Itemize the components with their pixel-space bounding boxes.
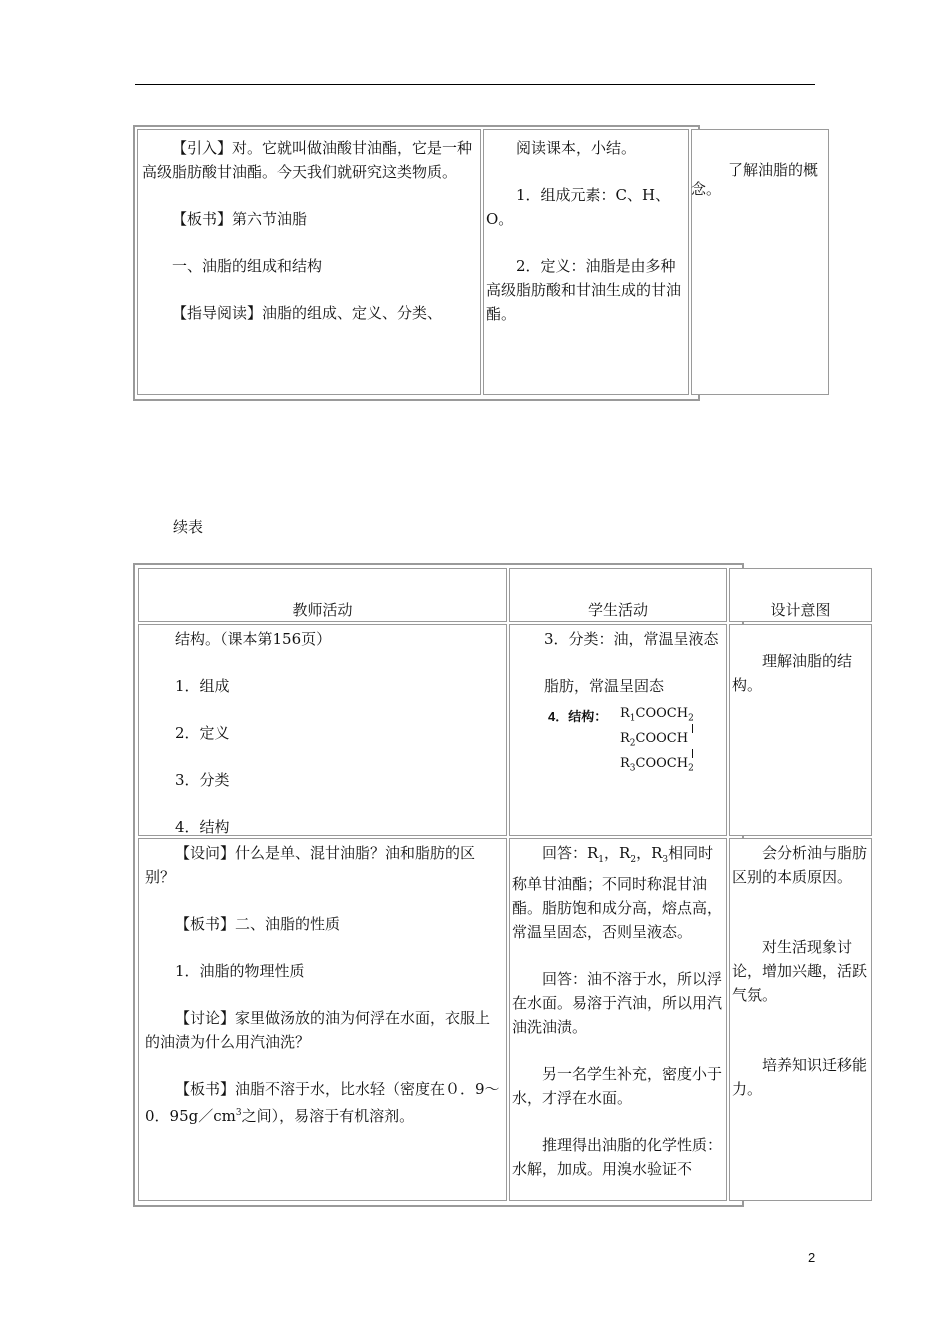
- header-label: 教师活动: [292, 601, 353, 619]
- purpose-text: 对生活现象讨论，增加兴趣，活跃气氛。: [732, 938, 868, 1004]
- structure-line: $R_3COOCH_2$: [620, 756, 694, 774]
- header-label: 学生活动: [587, 601, 648, 619]
- header-student: [509, 568, 727, 622]
- student-text: 3．分类：油，常温呈液态: [544, 630, 719, 648]
- teacher-text: 【引入】对。它就叫做油酸甘油酯，它是一种高级脂肪酸甘油酯。今天我们就研究这类物质。: [142, 139, 473, 181]
- page-number: 2: [808, 1250, 816, 1265]
- structure-line: $R_2COOCH$: [620, 731, 689, 749]
- header-purpose: [729, 568, 872, 622]
- teacher-text: 【板书】第六节油脂: [172, 210, 308, 228]
- student-text: 回答：$R_1$，$R_2$，$R_3$相同时称单甘油酯；不同时称混甘油酯。脂肪饱和成分高，熔点高，常温呈固态，否则呈液态。: [512, 844, 723, 941]
- student-text: 推理得出油脂的化学性质：水解，加成。用溴水验证不: [512, 1136, 723, 1178]
- lesson-table-continued: [133, 563, 868, 1207]
- teacher-text: 【板书】二、油脂的性质: [175, 915, 341, 933]
- teacher-text: 一、油脂的组成和结构: [172, 257, 323, 275]
- teacher-text: 【板书】油脂不溶于水，比水轻（密度在０．9～0．$95g/cm^3$之间），易溶于有机溶剂。: [145, 1080, 500, 1125]
- student-activity-cell: [483, 129, 689, 395]
- teacher-text: 1．油脂的物理性质: [175, 962, 305, 980]
- structure-label: 4．结构：: [548, 709, 608, 724]
- design-purpose-cell: [729, 624, 872, 836]
- header-rule: [135, 84, 815, 85]
- purpose-text: 会分析油与脂肪区别的本质原因。: [732, 844, 868, 886]
- teacher-text: 【设问】什么是单、混甘油脂？油和脂肪的区别？: [145, 844, 476, 886]
- design-purpose-cell: [691, 129, 829, 395]
- student-text: 阅读课本，小结。: [516, 139, 637, 157]
- teacher-text: 4．结构: [175, 818, 230, 836]
- student-activity-cell: [509, 624, 727, 836]
- teacher-text: 【讨论】家里做汤放的油为何浮在水面，衣服上的油渍为什么用汽油洗？: [145, 1009, 491, 1051]
- teacher-activity-cell: [138, 838, 507, 1201]
- continued-label: 续表: [173, 518, 204, 536]
- structure-line: $R_1COOCH_2$: [620, 706, 694, 724]
- teacher-activity-cell: [137, 129, 481, 395]
- student-text: 回答：油不溶于水，所以浮在水面。易溶于汽油，所以用汽油洗油渍。: [512, 970, 723, 1036]
- bond-line: [692, 724, 693, 733]
- lesson-table-top: [133, 125, 819, 401]
- teacher-text: 【指导阅读】油脂的组成、定义、分类、: [172, 304, 443, 322]
- student-text: 另一名学生补充，密度小于水，才浮在水面。: [512, 1065, 723, 1107]
- teacher-text: 结构。（课本第156页）: [175, 630, 332, 648]
- student-text: 1．组成元素：C、H、O。: [486, 186, 671, 228]
- design-purpose-cell: [729, 838, 872, 1201]
- purpose-text: 培养知识迁移能力。: [732, 1056, 868, 1098]
- purpose-text: 了解油脂的概: [728, 161, 819, 179]
- purpose-text: 理解油脂的结构。: [732, 652, 853, 694]
- student-text: 2．定义：油脂是由多种高级脂肪酸和甘油生成的甘油酯。: [486, 257, 682, 323]
- student-activity-cell: [509, 838, 727, 1201]
- header-label: 设计意图: [770, 601, 831, 619]
- purpose-text-continued: 念。: [691, 180, 722, 198]
- teacher-activity-cell: [138, 624, 507, 836]
- triglyceride-structure: [514, 706, 722, 786]
- teacher-text: 2．定义: [175, 724, 230, 742]
- teacher-text: 3．分类: [175, 771, 230, 789]
- teacher-text: 1．组成: [175, 677, 230, 695]
- student-text: 脂肪，常温呈固态: [544, 677, 665, 695]
- header-teacher: [138, 568, 507, 622]
